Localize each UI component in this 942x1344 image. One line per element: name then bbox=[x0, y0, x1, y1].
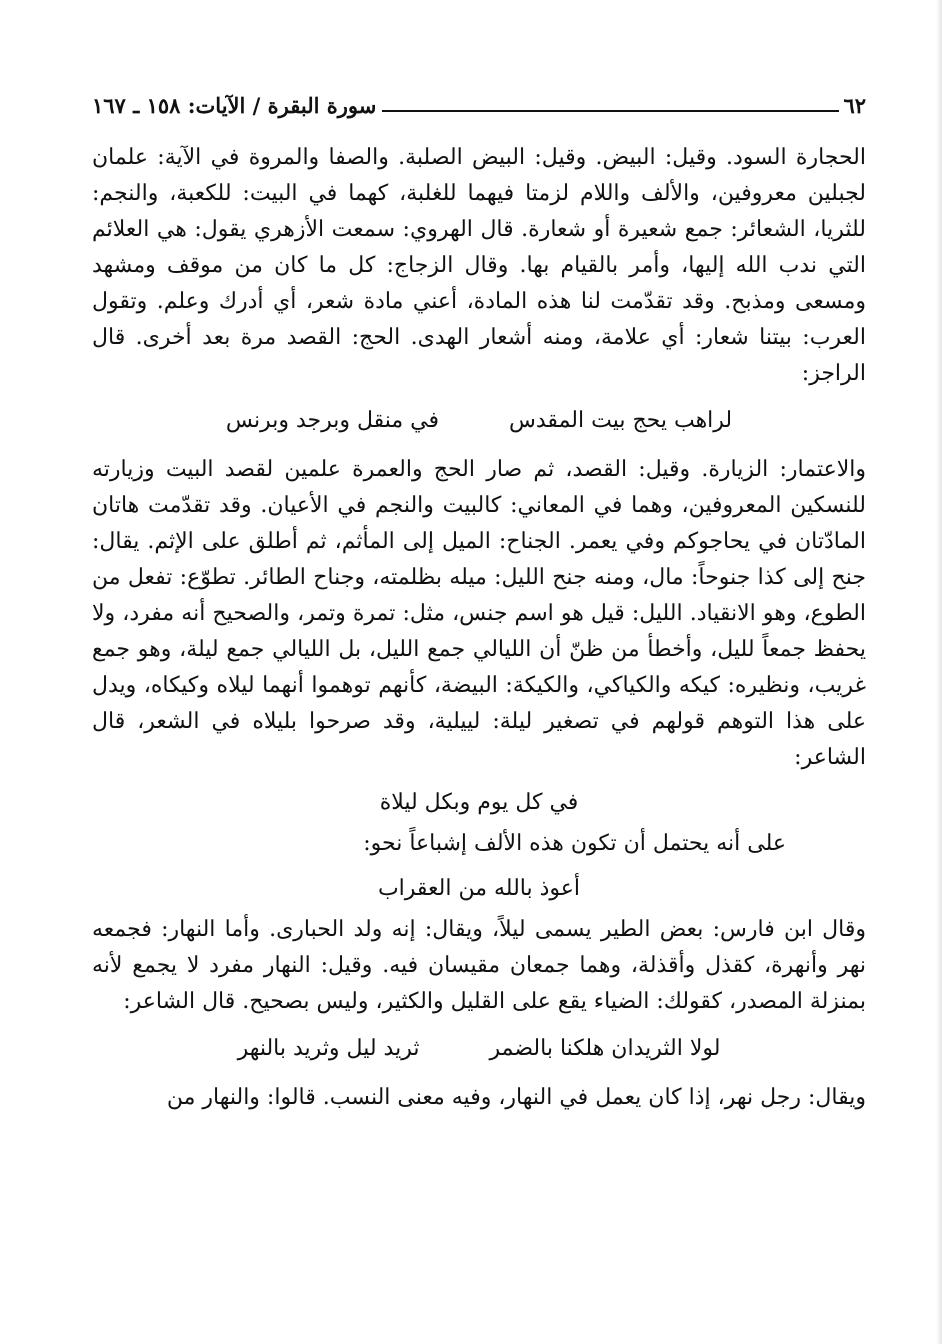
verse-4-second-hemistich: ثريد ليل وثريد بالنهر bbox=[237, 1036, 420, 1061]
verse-2: في كل يوم وبكل ليلاة bbox=[379, 790, 579, 815]
running-header bbox=[92, 84, 866, 118]
page-body bbox=[92, 140, 866, 1116]
paragraph-3: على أنه يحتمل أن تكون هذه الألف إشباعاً نحو: bbox=[363, 831, 786, 856]
verse-3: أعوذ بالله من العقراب bbox=[377, 876, 581, 901]
verse-1-first-hemistich: لراهب يحج بيت المقدس bbox=[509, 408, 733, 433]
page-edge-shadow bbox=[936, 0, 942, 1344]
verse-4-first-hemistich: لولا الثريدان هلكنا بالضمر bbox=[489, 1036, 721, 1061]
header-rule bbox=[382, 110, 839, 112]
verse-4 bbox=[92, 1032, 866, 1066]
book-page bbox=[92, 0, 866, 1344]
verse-1-second-hemistich: في منقل وبرجد وبرنس bbox=[225, 408, 440, 433]
verse-1 bbox=[92, 404, 866, 438]
paragraph-5: ويقال: رجل نهر، إذا كان يعمل في النهار، وفيه معنى النسب. قالوا: والنهار من bbox=[166, 1085, 866, 1110]
paragraph-4: وقال ابن فارس: بعض الطير يسمى ليلاً، ويقال: إنه ولد الحبارى. وأما النهار: فجمعه نهر وأنهرة، كقذل وأقذلة، وهما جمعان مقيسان فيه. وقيل: النهار مفرد لا يجمع لأنه بمنزلة المصدر، كقولك: الضياء يقع على القليل والكثير، وليس بصحيح. قال الشاعر: bbox=[92, 917, 866, 1014]
paragraph-1: الحجارة السود. وقيل: البيض. وقيل: البيض الصلبة. والصفا والمروة في الآية: علمان لجبلين معروفين، والألف واللام لزمتا فيهما للغلبة، كهما في البيت: للكعبة، والنجم: للثريا، الشعائر: جمع شعيرة أو شعارة. قال الهروي: سمعت الأزهري يقول: هي العلائم التي ندب الله إليها، وأمر بالقيام بها. وقال الزجاج: كل ما كان من موقف ومشهد ومسعى ومذبح. وقد تقدّمت لنا هذه المادة، أعني مادة شعر، أي أدرك وعلم. وتقول العرب: بيتنا شعار: أي علامة، ومنه أشعار الهدى. الحج: القصد مرة بعد أخرى. قال الراجز: bbox=[92, 145, 866, 386]
paragraph-2: والاعتمار: الزيارة. وقيل: القصد، ثم صار الحج والعمرة علمين لقصد البيت وزيارته للنسكين المعروفين، وهما في المعاني: كالبيت والنجم في الأعيان. وقد تقدّمت هاتان المادّتان في يحاجوكم وفي يعمر. الجناح: الميل إلى المأثم، ثم أطلق على الإثم. يقال: جنح إلى كذا جنوحاً: مال، ومنه جنح الليل: ميله بظلمته، وجناح الطائر. تطوّع: تفعل من الطوع، وهو الانقياد. الليل: قيل هو اسم جنس، مثل: تمرة وتمر، والصحيح أنه مفرد، ولا يحفظ جمعاً لليل، وأخطأ من ظنّ أن الليالي جمع الليل، بل الليالي جمع ليلة، وهو جمع غريب، ونظيره: كيكه والكياكي، والكيكة: البيضة، كأنهم توهموا أنهما ليلاه وكيكاه، ويدل على هذا التوهم قولهم في تصغير ليلة: لييلية، وقد صرحوا بليلاه في الشعر، قال الشاعر: bbox=[92, 457, 867, 770]
page-number: ٦٢ bbox=[843, 93, 866, 118]
header-title: سورة البقرة / الآيات: ١٥٨ ـ ١٦٧ bbox=[92, 93, 377, 118]
